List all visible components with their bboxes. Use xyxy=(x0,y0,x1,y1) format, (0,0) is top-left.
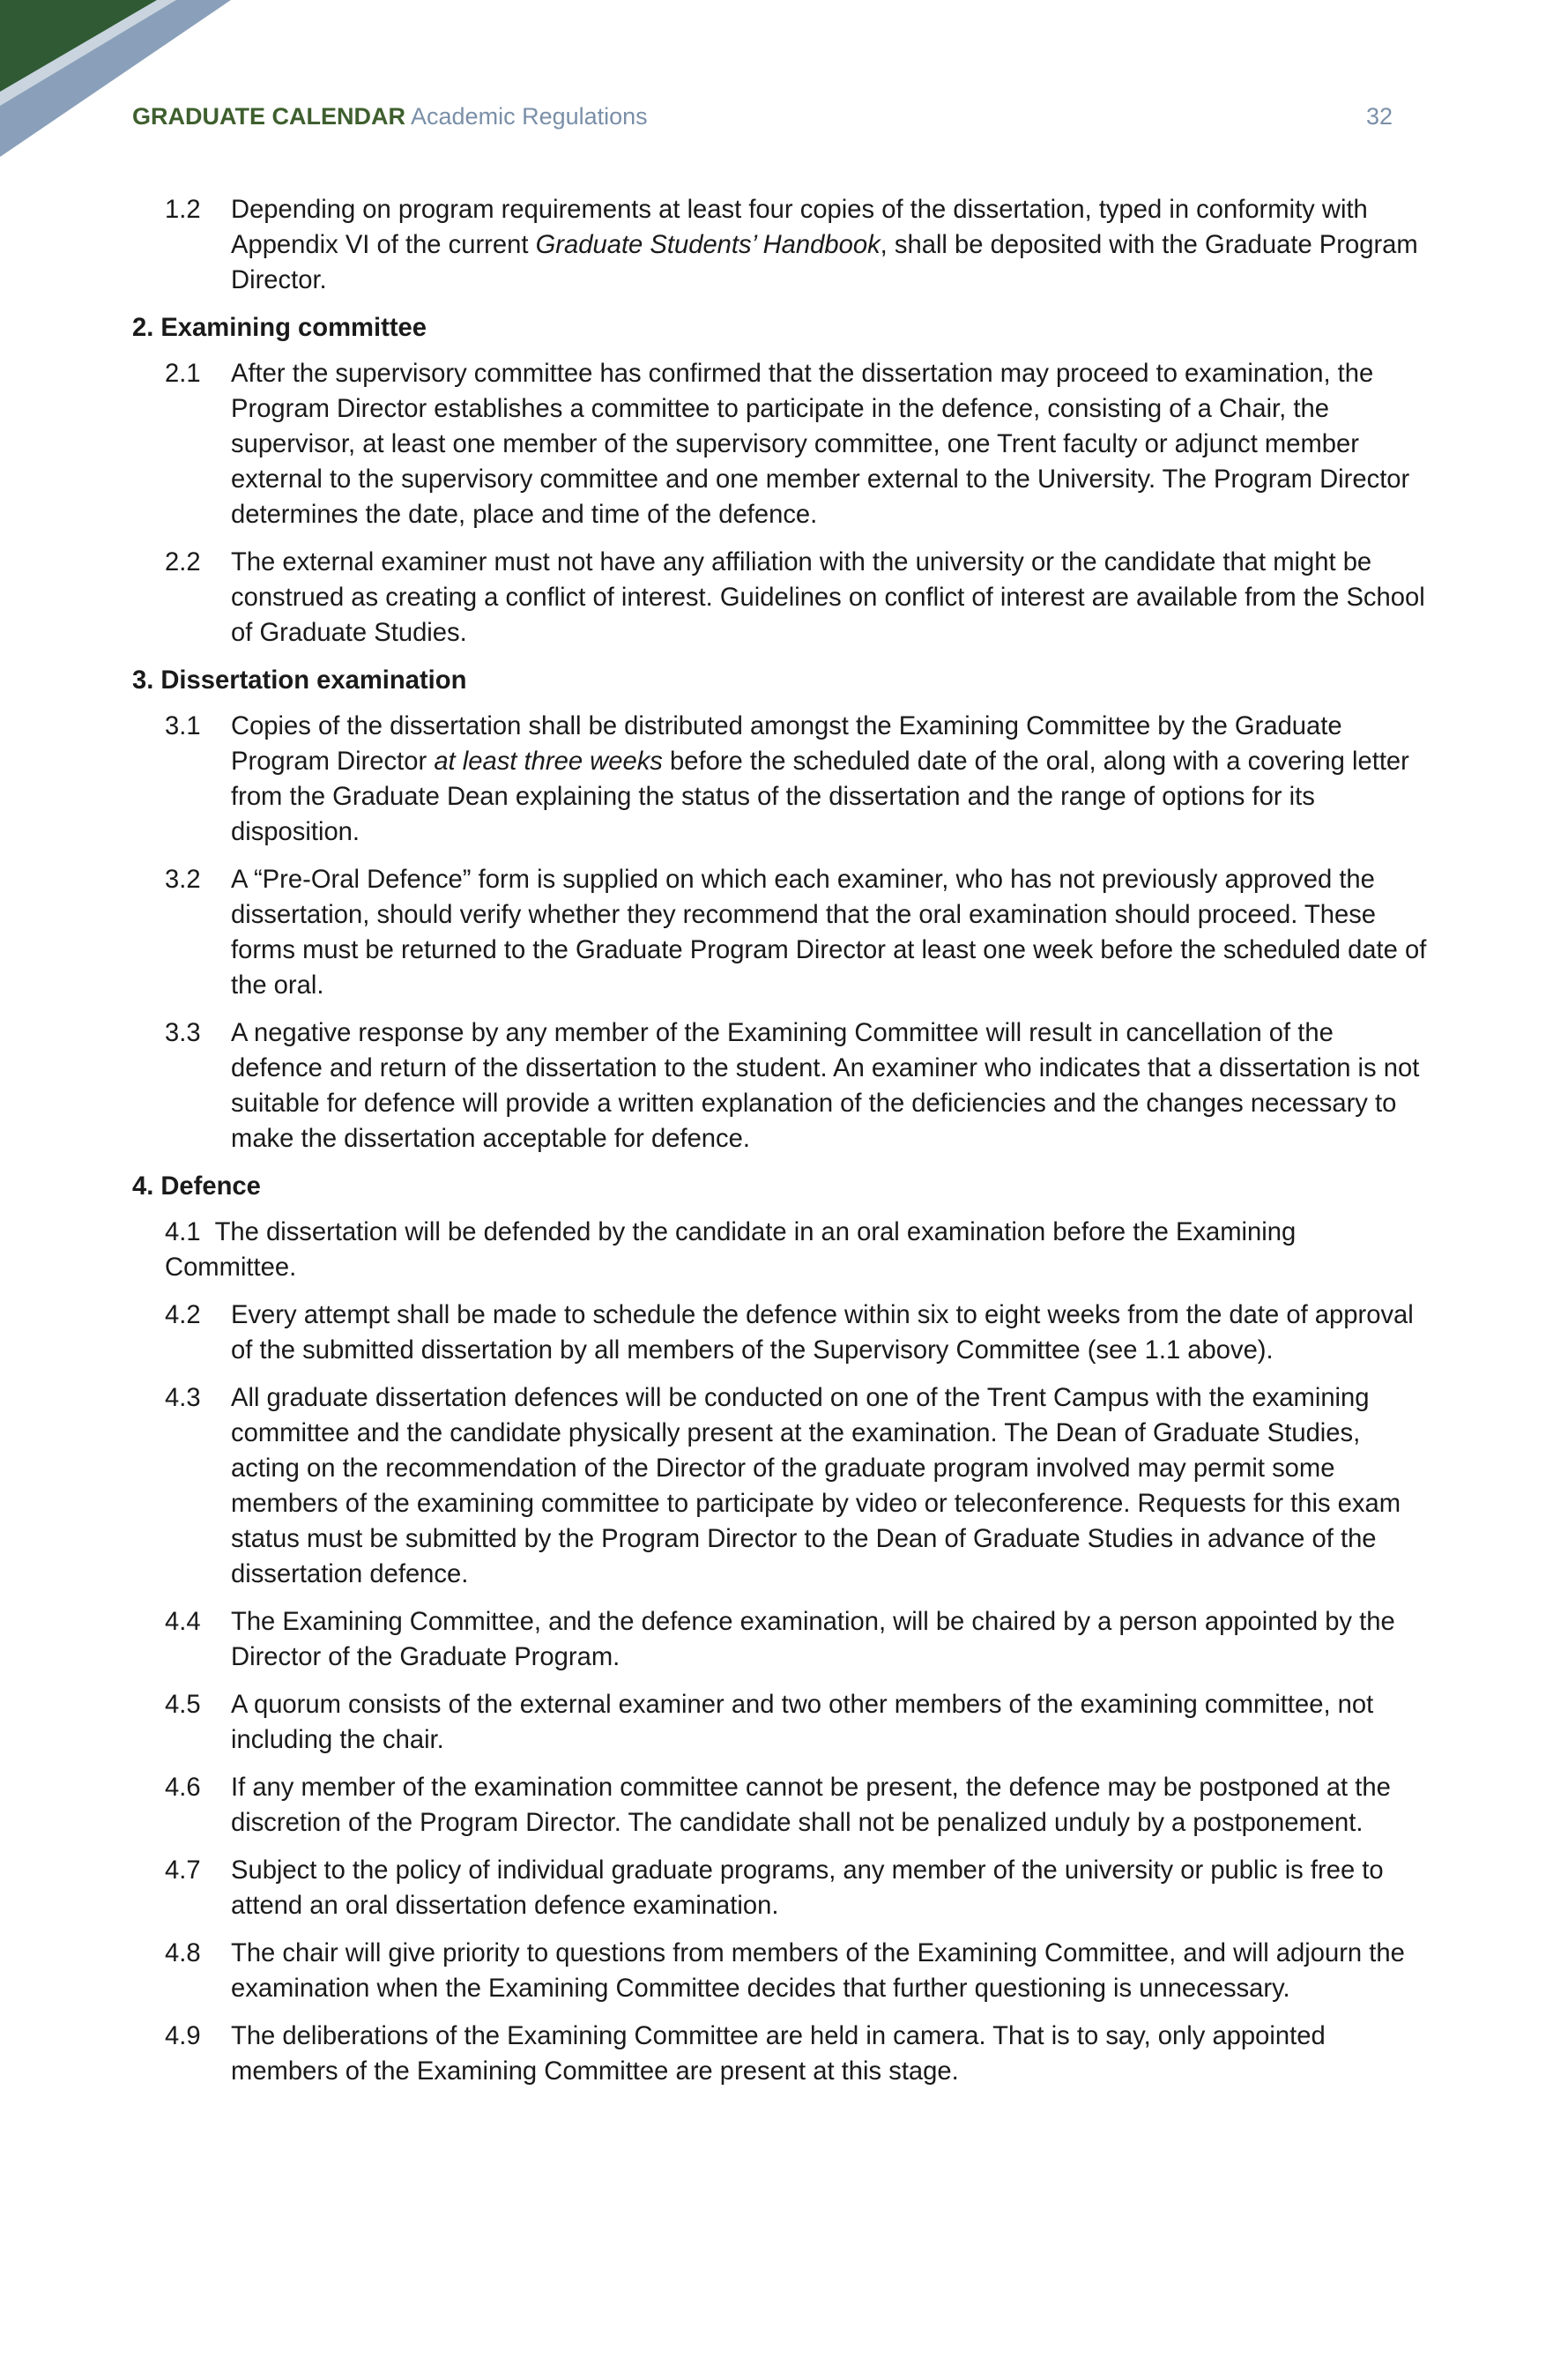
clause-2-2 xyxy=(132,545,1428,651)
section-heading-dissertation-examination: 3. Dissertation examination xyxy=(132,666,467,695)
handbook-title: Graduate Students’ Handbook xyxy=(535,231,881,259)
clause-number: 4.8 xyxy=(165,1939,201,1967)
clause-text: The dissertation will be defended by the candidate in an oral examination before the Examining Committee. xyxy=(165,1218,1297,1282)
clause-4-8 xyxy=(132,1936,1428,2006)
clause-3-3 xyxy=(132,1015,1428,1157)
clause-2-1 xyxy=(132,356,1428,532)
clause-text: Depending on program requirements at least four copies of the dissertation, typed in conformity with Appendix VI of the current Graduate Students’ Handbook, shall be deposited with the Graduate Program Director. xyxy=(231,196,1418,294)
section-heading-defence: 4. Defence xyxy=(132,1172,261,1201)
clause-4-4 xyxy=(132,1604,1428,1675)
clause-number: 4.9 xyxy=(165,2022,201,2050)
clause-number: 4.7 xyxy=(165,1856,201,1885)
clause-number: 4.4 xyxy=(165,1608,201,1636)
clause-text: A negative response by any member of the Examining Committee will result in cancellation of the defence and return of the dissertation to the student. An examiner who indicates that a dissertation is not suitable for defence will provide a written explanation of the deficiencies and the changes necessary to make the dissertation acceptable for defence. xyxy=(231,1019,1420,1153)
clause-text: All graduate dissertation defences will be conducted on one of the Trent Campus with the examining committee and the candidate physically present at the examination. The Dean of Graduate Studies, acting on the recommendation of the Director of the graduate program involved may permit some members of the examining committee to participate by video or teleconference. Requests for this exam status must be submitted by the Program Director to the Dean of Graduate Studies in advance of the dissertation defence. xyxy=(231,1384,1401,1588)
clause-number: 4.2 xyxy=(165,1301,201,1329)
clause-number: 4.1 xyxy=(165,1218,201,1246)
clause-4-3 xyxy=(132,1380,1428,1592)
clause-number: 3.3 xyxy=(165,1019,201,1047)
clause-number: 1.2 xyxy=(165,196,201,224)
clause-text: The Examining Committee, and the defence examination, will be chaired by a person appointed by the Director of the Graduate Program. xyxy=(231,1608,1395,1671)
page-number: 32 xyxy=(1365,103,1393,130)
clause-number: 4.3 xyxy=(165,1384,201,1412)
clause-4-9 xyxy=(132,2019,1428,2089)
clause-text: Subject to the policy of individual graduate programs, any member of the university or public is free to attend an oral dissertation defence examination. xyxy=(231,1856,1384,1920)
clause-4-6 xyxy=(132,1770,1428,1841)
clause-number: 2.1 xyxy=(165,360,201,388)
clause-text: The deliberations of the Examining Committee are held in camera. That is to say, only appointed members of the Examining Committee are present at this stage. xyxy=(231,2022,1326,2086)
clause-3-2 xyxy=(132,862,1428,1003)
clause-text: If any member of the examination committee cannot be present, the defence may be postponed at the discretion of the Program Director. The candidate shall not be penalized unduly by a postponement. xyxy=(231,1774,1391,1837)
emphasis-three-weeks: at least three weeks xyxy=(434,747,663,776)
clause-number: 3.1 xyxy=(165,712,201,740)
header-section-title: Academic Regulations xyxy=(411,103,648,130)
clause-number: 3.2 xyxy=(165,866,201,894)
clause-3-1 xyxy=(132,709,1428,850)
clause-1-2 xyxy=(132,192,1428,298)
clause-text: A quorum consists of the external examiner and two other members of the examining committee, not including the chair. xyxy=(231,1691,1374,1754)
clause-text: Copies of the dissertation shall be distributed amongst the Examining Committee by the Graduate Program Director at least three weeks before the scheduled date of the oral, along with a covering letter from the Graduate Dean explaining the status of the dissertation and the range of options for its disposition. xyxy=(231,712,1409,846)
clause-text: A “Pre-Oral Defence” form is supplied on which each examiner, who has not previously approved the dissertation, should verify whether they recommend that the oral examination should proceed. These forms must be returned to the Graduate Program Director at least one week before the scheduled date of the oral. xyxy=(231,866,1427,1000)
clause-text: Every attempt shall be made to schedule the defence within six to eight weeks from the date of approval of the submitted dissertation by all members of the Supervisory Committee (see 1.1 above). xyxy=(231,1301,1414,1365)
clause-number: 2.2 xyxy=(165,548,201,576)
clause-4-2 xyxy=(132,1298,1428,1368)
clause-text: After the supervisory committee has confirmed that the dissertation may proceed to examination, the Program Director establishes a committee to participate in the defence, consisting of a Chair, the supervisor, at least one member of the supervisory committee, one Trent faculty or adjunct member external to the supervisory committee and one member external to the University. The Program Director determines the date, place and time of the defence. xyxy=(231,360,1410,529)
clause-text: The external examiner must not have any affiliation with the university or the candidate that might be construed as creating a conflict of interest. Guidelines on conflict of interest are available from the School of Graduate Studies. xyxy=(231,548,1425,647)
corner-decoration xyxy=(0,0,264,167)
clause-number: 4.6 xyxy=(165,1774,201,1802)
clause-number: 4.5 xyxy=(165,1691,201,1719)
section-heading-examining-committee: 2. Examining committee xyxy=(132,314,427,342)
clause-4-5 xyxy=(132,1687,1428,1758)
header-calendar-title: GRADUATE CALENDAR xyxy=(132,103,405,130)
clause-4-1 xyxy=(132,1215,1428,1285)
page-header xyxy=(132,99,1393,134)
clause-4-7 xyxy=(132,1853,1428,1923)
document-body xyxy=(132,192,1428,2101)
clause-text: The chair will give priority to questions from members of the Examining Committee, and will adjourn the examination when the Examining Committee decides that further questioning is unnecessary. xyxy=(231,1939,1405,2003)
